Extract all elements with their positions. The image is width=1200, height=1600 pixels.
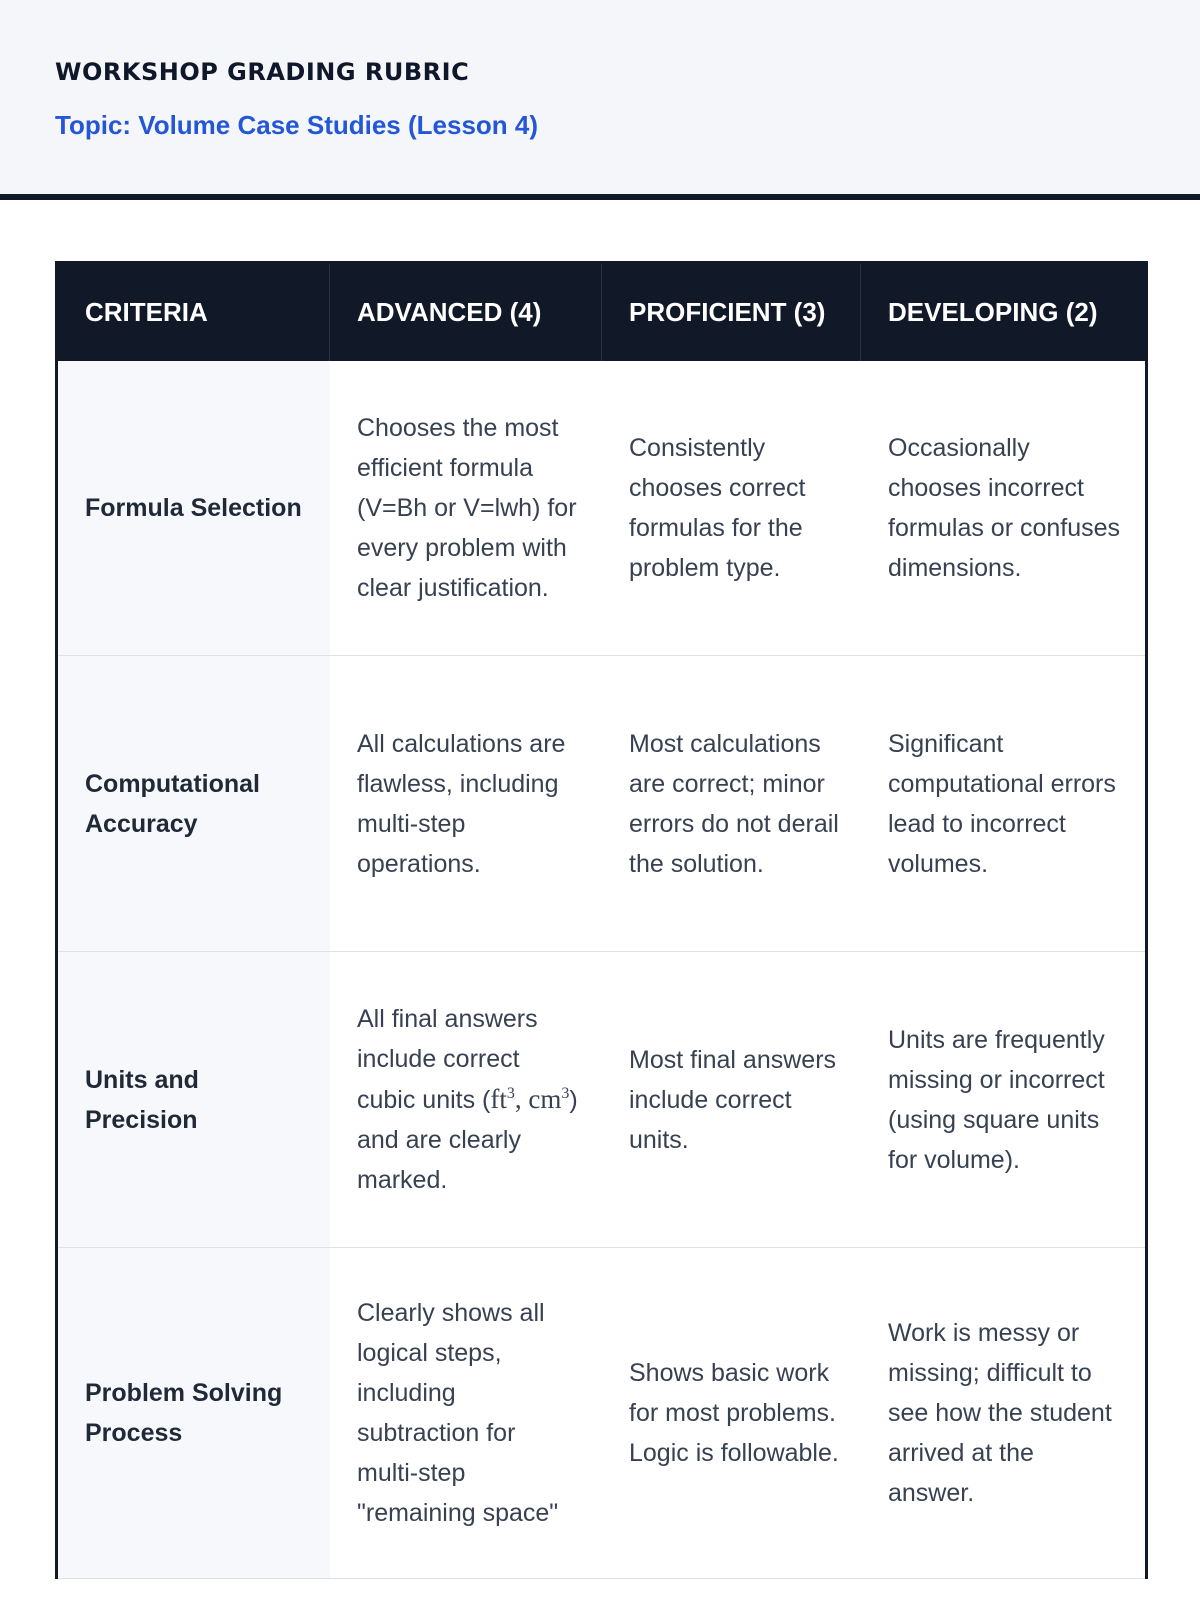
unit-feet: ft	[490, 1084, 507, 1114]
criteria-label: Units and Precision	[85, 1065, 199, 1134]
unit-centimeters: cm	[528, 1084, 562, 1114]
table-row	[58, 952, 1145, 1248]
advanced-text-start: All final answers include correct cubic units (	[357, 1005, 538, 1114]
proficient-description: Most calculations are correct; minor errors do not derail the solution.	[629, 729, 839, 878]
criteria-cell	[58, 361, 330, 655]
advanced-cell	[330, 361, 602, 655]
proficient-description: Most final answers include correct units.	[629, 1045, 837, 1154]
criteria-label: Problem Solving Process	[85, 1379, 283, 1447]
table-row	[58, 1248, 1145, 1579]
proficient-cell	[602, 952, 861, 1247]
advanced-cell	[330, 952, 602, 1247]
developing-cell	[861, 361, 1145, 655]
proficient-cell	[602, 656, 861, 951]
developing-description: Units are frequently missing or incorrect (using square units for volume).	[888, 1025, 1105, 1174]
advanced-description: Clearly shows all logical steps, including subtraction for multi-step "remaining space"	[357, 1299, 559, 1527]
proficient-cell	[602, 361, 861, 655]
criteria-cell	[58, 656, 330, 951]
developing-description: Occasionally chooses incorrect formulas or confuses dimensions.	[888, 434, 1121, 582]
criteria-label: Formula Selection	[85, 494, 302, 522]
developing-cell	[861, 1248, 1145, 1578]
advanced-description: Chooses the most efficient formula (V=Bh or V=lwh) for every problem with clear justification.	[357, 414, 577, 602]
table-header-row	[58, 264, 1145, 361]
exponent: 3	[561, 1085, 570, 1102]
rubric-table	[55, 261, 1148, 1579]
column-header-advanced: ADVANCED (4)	[330, 264, 602, 361]
developing-cell	[861, 952, 1145, 1247]
page-header	[0, 0, 1200, 200]
criteria-label: Computational Accuracy	[85, 769, 260, 838]
unit-separator: ,	[514, 1084, 529, 1114]
table-row	[58, 361, 1145, 656]
page-subtitle: Topic: Volume Case Studies (Lesson 4)	[55, 110, 539, 140]
proficient-description: Consistently chooses correct formulas for the problem type.	[629, 434, 806, 582]
column-header-developing: DEVELOPING (2)	[888, 297, 1098, 327]
advanced-cell	[330, 1248, 602, 1578]
criteria-cell	[58, 1248, 330, 1578]
developing-cell	[861, 656, 1145, 951]
advanced-description: All calculations are flawless, including multi-step operations.	[357, 729, 566, 878]
page-title: WORKSHOP GRADING RUBRIC	[55, 58, 470, 86]
table-row	[58, 656, 1145, 952]
proficient-description: Shows basic work for most problems. Logic is followable.	[629, 1359, 839, 1467]
column-header-criteria: CRITERIA	[58, 264, 330, 361]
exponent: 3	[506, 1085, 515, 1102]
criteria-cell	[58, 952, 330, 1247]
advanced-text-end: ) and are clearly marked.	[357, 1086, 578, 1194]
cubic-units-formula	[490, 1084, 569, 1114]
proficient-cell	[602, 1248, 861, 1578]
developing-description: Work is messy or missing; difficult to see how the student arrived at the answer.	[888, 1319, 1112, 1507]
advanced-description	[357, 999, 580, 1200]
developing-description: Significant computational errors lead to incorrect volumes.	[888, 729, 1116, 878]
column-header-proficient: PROFICIENT (3)	[602, 264, 861, 361]
advanced-cell	[330, 656, 602, 951]
